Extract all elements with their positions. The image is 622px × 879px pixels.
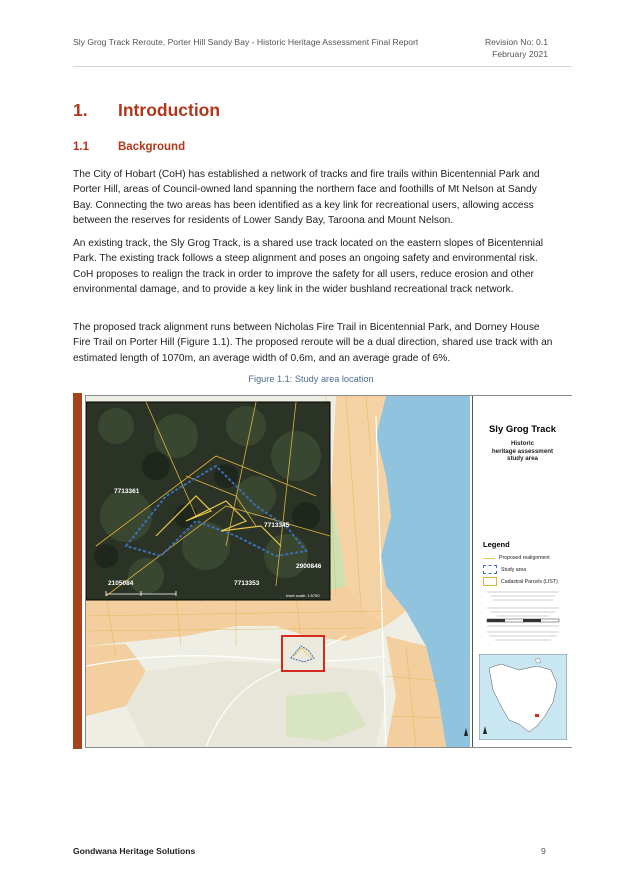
study-area-map-figure	[73, 393, 572, 749]
figure-caption: Figure 1.1: Study area location	[248, 374, 374, 384]
inset-label-7713361: 7713361	[114, 488, 140, 495]
legend-label: Study area	[501, 566, 527, 573]
tasmania-locator-map	[479, 654, 567, 740]
legend-item-study-area	[483, 565, 526, 574]
legend-swatch-line	[483, 558, 495, 559]
map-info-panel	[472, 396, 572, 747]
figure-accent-bar	[73, 393, 82, 749]
paragraph-3: The proposed track alignment runs between Nicholas Fire Trail in Bicentennial Park, and Dorney House Fire Trail on Porter Hill (Figure 1.1). The proposed reroute will be a dual direction, shared use track with an estimated length of 1070m, an average width of 0.6m, and an average grade of 6%.	[73, 322, 553, 364]
map-drawing	[86, 396, 470, 747]
footer-company: Gondwana Heritage Solutions	[73, 846, 196, 856]
section-heading	[73, 100, 220, 121]
map-canvas	[86, 396, 470, 747]
inset-label-2105084: 2105084	[108, 580, 134, 587]
footer-page-number: 9	[541, 846, 546, 856]
map-subtitle-line-1: Historic	[510, 440, 535, 447]
subsection-number: 1.1	[73, 141, 89, 153]
legend-item-cadastral	[483, 577, 558, 586]
header-title: Sly Grog Track Reroute, Porter Hill Sandy Bay - Historic Heritage Assessment Final Report	[73, 37, 419, 47]
legend-label: Cadastral Parcels (LIST)	[501, 578, 558, 585]
inset-scale-label: Inset scale: 1:5750	[286, 593, 320, 598]
paragraph-1: The City of Hobart (CoH) has established a network of tracks and fire trails within Bicentennial Park and Porter Hill, areas of Council-owned land spanning the northern face and foothills of Mt Nelson at Sandy Bay. Connecting the two areas has been identified as a key link for recreational users, allowing access between the reserves for residents of Lower Sandy Bay, Taroona and Mount Nelson.	[73, 169, 540, 226]
inset-label-7713345: 7713345	[264, 522, 290, 529]
inset-label-2900846: 2900846	[296, 563, 322, 570]
legend-swatch-cadastral	[483, 577, 497, 586]
legend-title: Legend	[483, 540, 510, 549]
section-title: Introduction	[118, 100, 221, 120]
legend-swatch-study-area	[483, 565, 497, 574]
paragraph-2: An existing track, the Sly Grog Track, is a shared use track located on the eastern slopes of Bicentennial Park. The existing track follows a steep alignment and poses an ongoing safety and environmental risk. CoH proposes to realign the track in order to improve the safety for all users, reduce erosion and other environmental damage, and to provide a key link in the wider bushland recreational track network.	[73, 238, 544, 295]
section-number: 1.	[73, 100, 88, 120]
inset-label-7713353: 7713353	[234, 580, 260, 587]
header-revision-block	[485, 37, 548, 60]
map-fine-print	[481, 588, 565, 646]
map-subtitle-line-3: study area	[507, 455, 538, 462]
legend-item-proposed-realignment	[483, 555, 550, 561]
subsection-title: Background	[118, 141, 186, 153]
subsection-heading	[73, 141, 185, 153]
header-revision: Revision No: 0.1	[484, 37, 548, 47]
map-subtitle	[473, 440, 572, 463]
legend-label: Proposed realignment	[499, 555, 550, 561]
map-subtitle-line-2: heritage assessment	[491, 447, 554, 455]
map-title: Sly Grog Track	[488, 424, 557, 435]
map-border	[85, 395, 572, 748]
header-divider	[73, 66, 572, 67]
header-date: February 2021	[492, 48, 548, 59]
